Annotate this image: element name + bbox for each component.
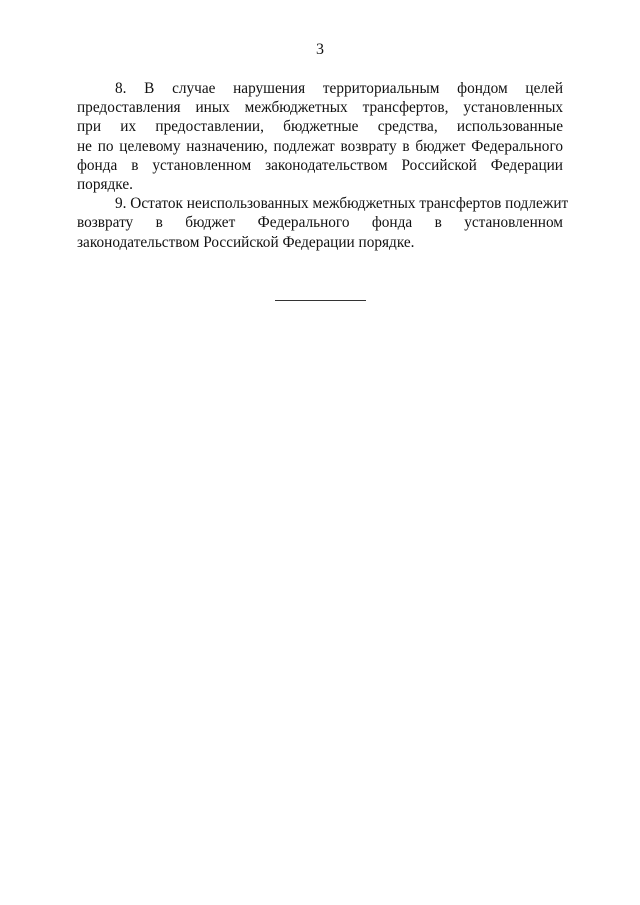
paragraph-line: 9. Остаток неиспользованных межбюджетных трансфертов подлежит <box>115 195 569 213</box>
end-separator-line <box>275 300 366 301</box>
paragraph-9 <box>77 194 569 252</box>
paragraph-line: фонда в установленном законодательством Российской Федерации <box>77 156 563 174</box>
paragraph-line: предоставления иных межбюджетных трансфертов, установленных <box>77 99 563 117</box>
paragraph-line: порядке. <box>77 175 133 193</box>
paragraph-8 <box>77 79 563 194</box>
paragraph-line: 8. В случае нарушения территориальным фондом целей <box>115 80 563 97</box>
paragraph-line: законодательством Российской Федерации порядке. <box>77 233 415 251</box>
document-body <box>77 79 569 252</box>
paragraph-line: при их предоставлении, бюджетные средства, использованные <box>77 118 563 136</box>
page-number: 3 <box>316 41 324 58</box>
paragraph-line: не по целевому назначению, подлежат возврату в бюджет Федерального <box>77 137 563 155</box>
paragraph-line: возврату в бюджет Федерального фонда в установленном <box>77 214 563 232</box>
